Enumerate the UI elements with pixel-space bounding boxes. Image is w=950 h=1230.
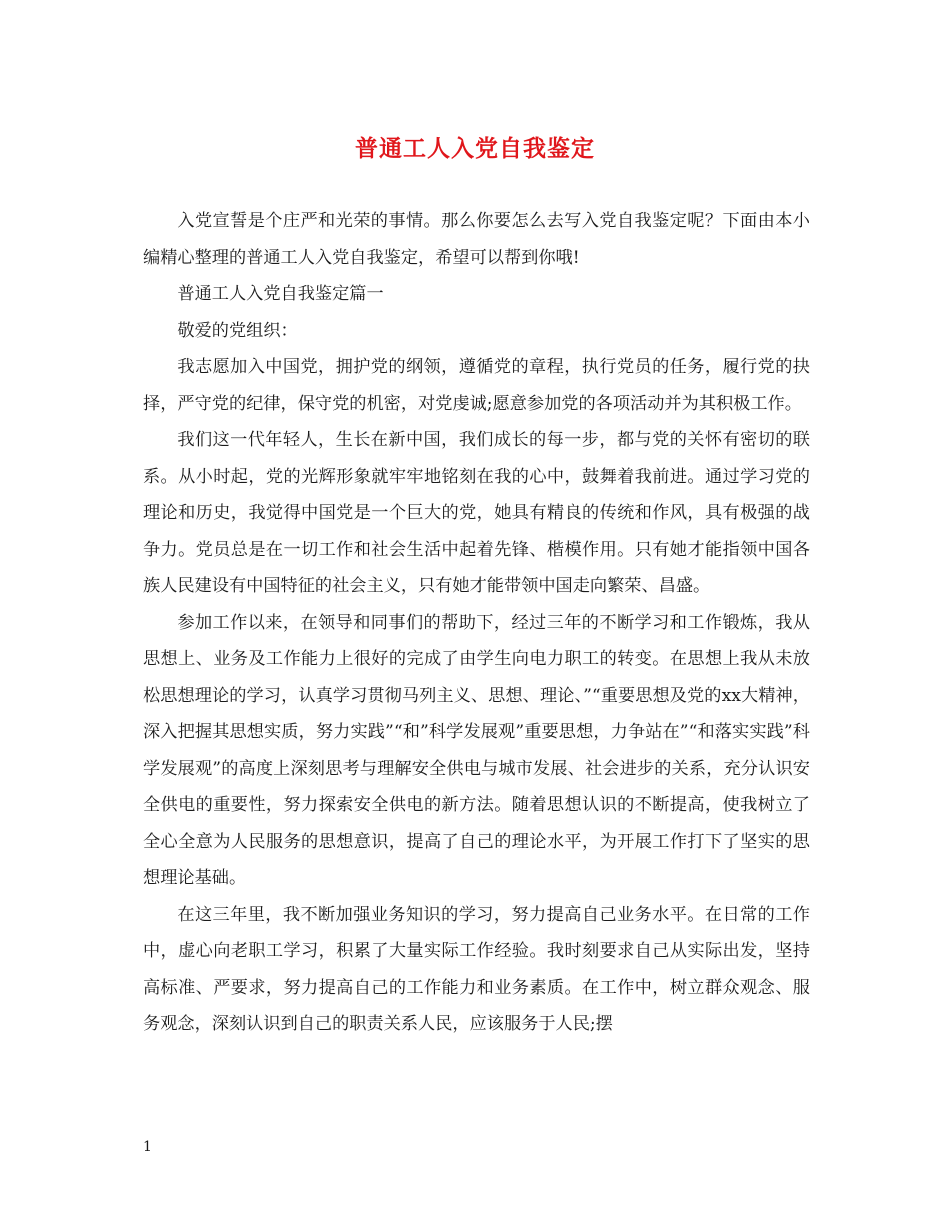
section-heading: 普通工人入党自我鉴定篇一	[177, 284, 384, 304]
salutation: 敬爱的党组织：	[177, 320, 298, 341]
paragraph: 我志愿加入中国党，拥护党的纲领，遵循党的章程，执行党员的任务，履行党的抉择，严守党的纪律，保守党的机密，对党虔诚;愿意参加党的各项活动并为其积极工作。	[143, 357, 810, 414]
document-title: 普通工人入党自我鉴定	[355, 135, 595, 162]
document-body	[143, 203, 810, 1043]
paragraph: 参加工作以来，在领导和同事们的帮助下，经过三年的不断学习和工作锻炼，我从思想上、业务及工作能力上很好的完成了由学生向电力职工的转变。在思想上我从未放松思想理论的学习，认真学习贯彻马列主义、思想、理论、”“重要思想及党的xx大精神，深入把握其思想实质，努力实践”“和”科学发展观”重要思想，力争站在”“和落实实践”科学发展观”的高度上深刻思考与理解安全供电与城市发展、社会进步的关系，充分认识安全供电的重要性，努力探索安全供电的新方法。随着思想认识的不断提高，使我树立了全心全意为人民服务的思想意识，提高了自己的理论水平，为开展工作打下了坚实的思想理论基础。	[143, 612, 810, 888]
paragraph: 在这三年里，我不断加强业务知识的学习，努力提高自己业务水平。在日常的工作中，虚心向老职工学习，积累了大量实际工作经验。我时刻要求自己从实际出发，坚持高标准、严要求，努力提高自己的工作能力和业务素质。在工作中，树立群众观念、服务观念，深刻认识到自己的职责关系人民，应该服务于人民;摆	[143, 904, 810, 1034]
paragraph: 入党宣誓是个庄严和光荣的事情。那么你要怎么去写入党自我鉴定呢？下面由本小编精心整理的普通工人入党自我鉴定，希望可以帮到你哦!	[143, 211, 810, 268]
page-number: 1	[143, 1139, 152, 1155]
paragraph: 我们这一代年轻人，生长在新中国，我们成长的每一步，都与党的关怀有密切的联系。从小时起，党的光辉形象就牢牢地铭刻在我的心中，鼓舞着我前进。通过学习党的理论和历史，我觉得中国党是一个巨大的党，她具有精良的传统和作风，具有极强的战争力。党员总是在一切工作和社会生活中起着先锋、楷模作用。只有她才能指领中国各族人民建设有中国特征的社会主义，只有她才能带领中国走向繁荣、昌盛。	[143, 430, 810, 596]
